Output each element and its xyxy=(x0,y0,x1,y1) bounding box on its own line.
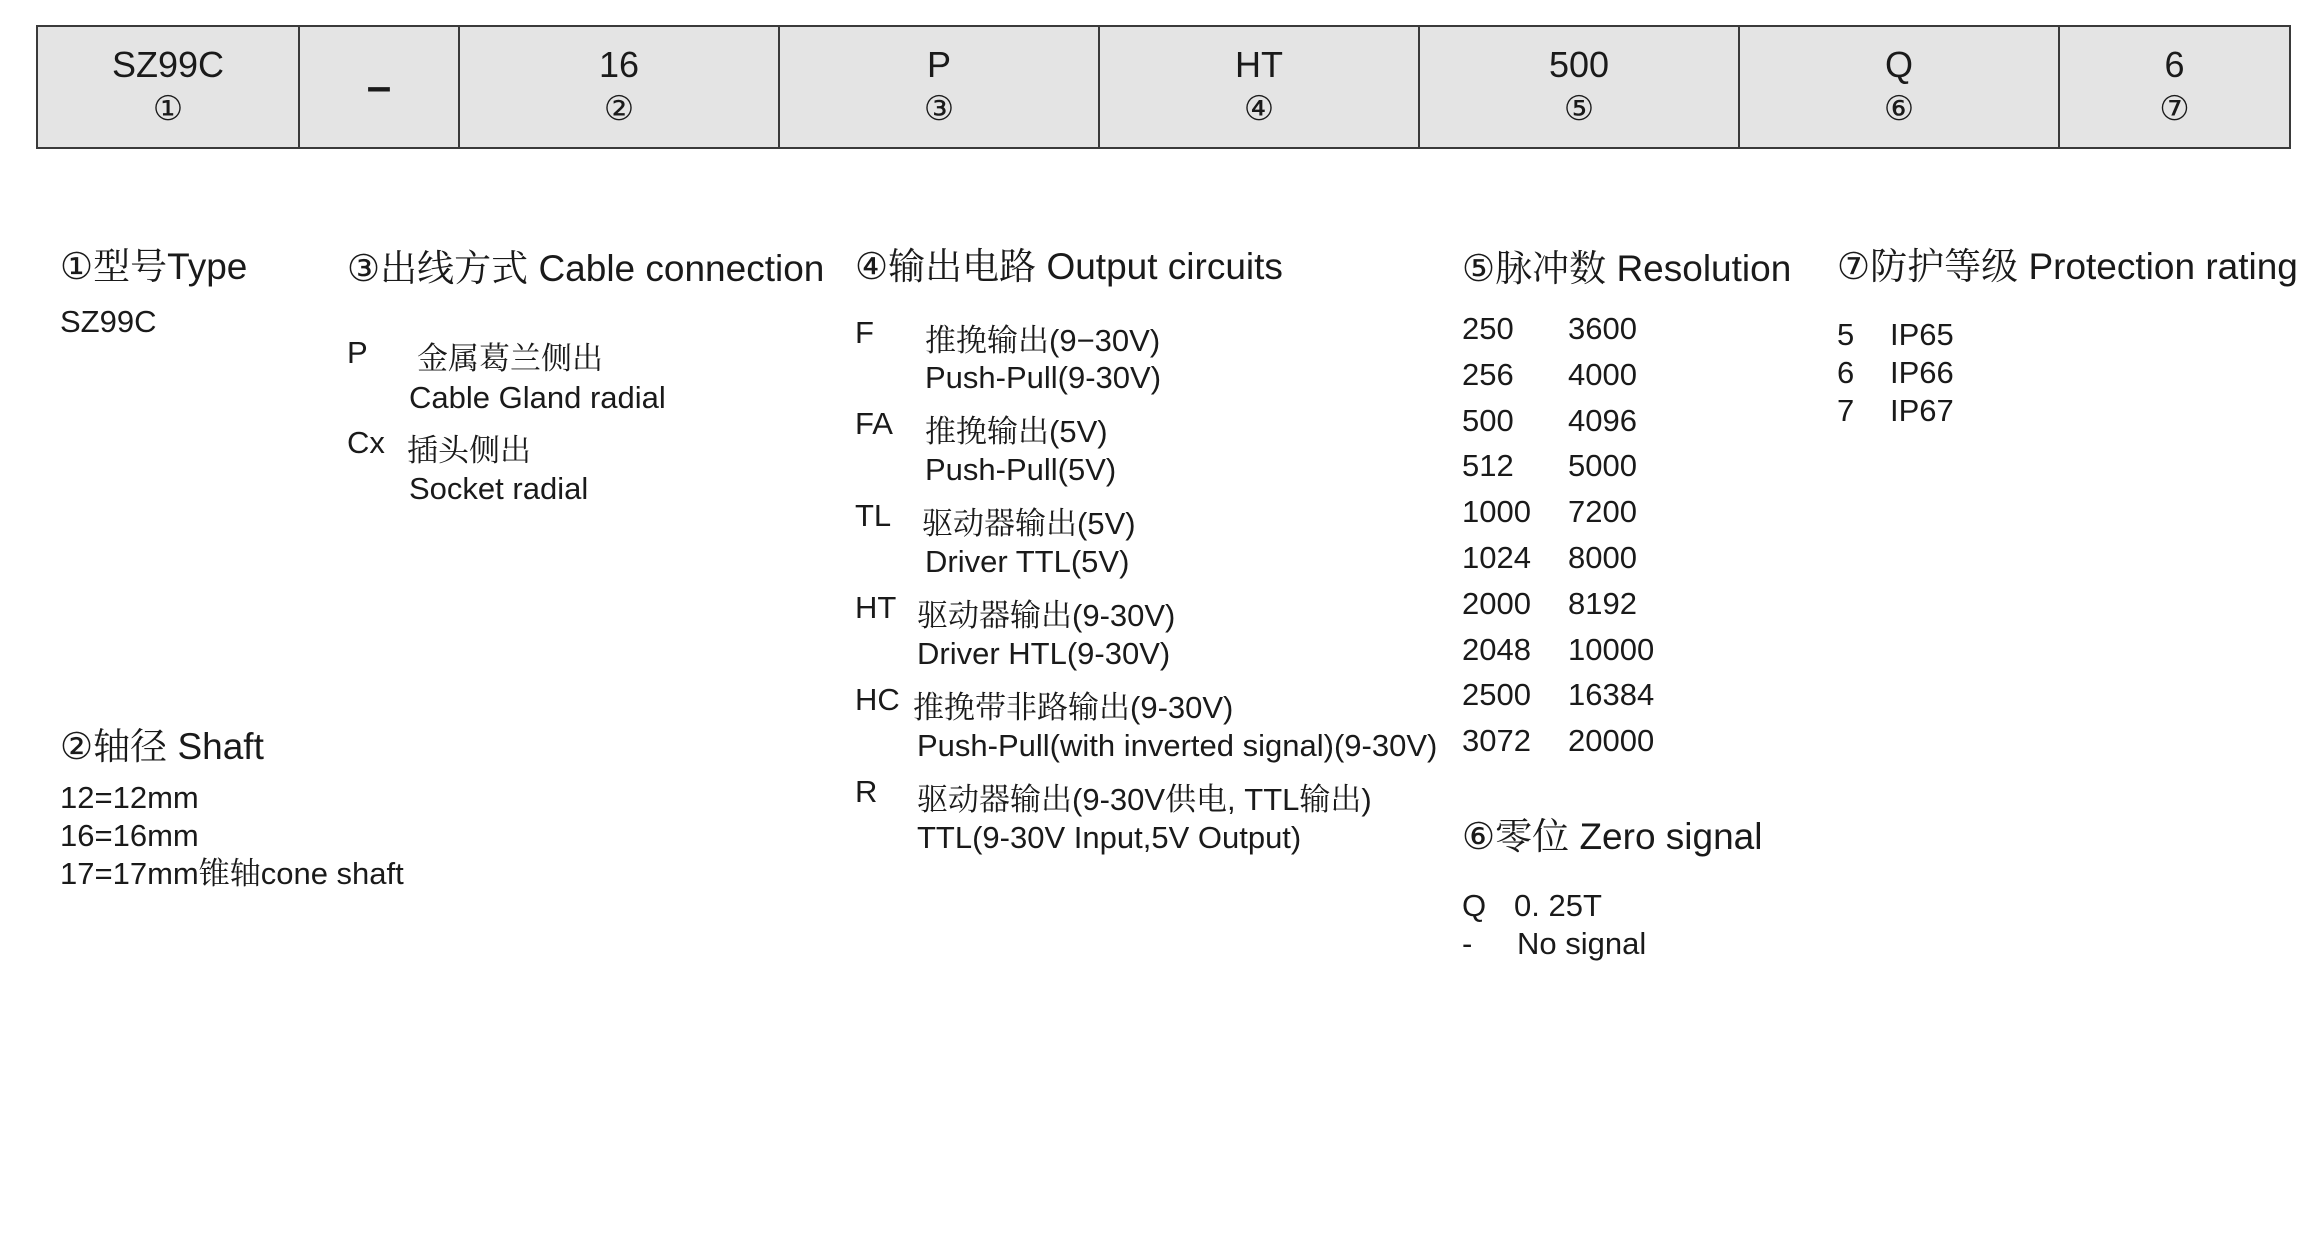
zero-option-desc: No signal xyxy=(1517,926,1647,961)
output-option-code: R xyxy=(855,774,878,809)
zero-option-desc: 0. 25T xyxy=(1514,888,1602,923)
protection-option-code: 5 xyxy=(1837,317,1855,352)
shaft-section xyxy=(60,725,404,893)
code-value: P xyxy=(926,44,951,85)
output-title: ④输出电路 Output circuits xyxy=(855,246,1283,287)
resolution-value-b: 5000 xyxy=(1568,448,1637,484)
protection-option-desc: IP65 xyxy=(1890,317,1954,352)
zero-option-code: - xyxy=(1462,926,1473,961)
output-option-code: TL xyxy=(855,498,892,533)
code-number: ③ xyxy=(923,90,955,128)
protection-option-code: 7 xyxy=(1837,393,1855,428)
output-option-code: F xyxy=(855,315,874,350)
output-option-en: Push-Pull(with inverted signal)(9-30V) xyxy=(917,728,1438,763)
cable-option-cn: 插头侧出 xyxy=(407,433,531,468)
resolution-value-a: 250 xyxy=(1462,311,1514,346)
code-cell-shaft xyxy=(460,27,780,147)
output-option-en: TTL(9-30V Input,5V Output) xyxy=(917,820,1302,855)
resolution-value-b: 4000 xyxy=(1568,356,1637,392)
resolution-value-a: 256 xyxy=(1462,356,1514,392)
resolution-value-b: 16384 xyxy=(1568,677,1655,713)
type-title: ①型号Type xyxy=(60,246,248,287)
code-cell-cable xyxy=(780,27,1100,147)
resolution-value-a: 1000 xyxy=(1462,494,1531,530)
output-option-code: FA xyxy=(855,406,893,441)
code-number: ④ xyxy=(1243,90,1275,128)
code-cell-protection xyxy=(2060,27,2289,147)
code-separator: – xyxy=(366,62,392,111)
output-option-en: Driver HTL(9-30V) xyxy=(917,636,1171,671)
resolution-value-b: 8000 xyxy=(1568,540,1637,575)
code-value: SZ99C xyxy=(111,44,225,85)
cable-option-en: Socket radial xyxy=(409,471,589,506)
resolution-value-b: 8192 xyxy=(1568,585,1637,621)
cable-section xyxy=(347,247,827,517)
resolution-section xyxy=(1462,247,1802,767)
shaft-option: 16=16mm xyxy=(60,818,199,853)
resolution-value-a: 1024 xyxy=(1462,540,1531,575)
code-cell-output xyxy=(1100,27,1420,147)
output-option-cn: 推挽带非路输出(9-30V) xyxy=(913,690,1234,725)
output-option-cn: 驱动器输出(9-30V) xyxy=(917,598,1176,633)
protection-option-desc: IP67 xyxy=(1890,393,1954,428)
code-number: ⑤ xyxy=(1563,90,1595,128)
zero-title: ⑥零位 Zero signal xyxy=(1462,816,1763,857)
output-option-code: HT xyxy=(855,590,897,625)
output-option-en: Push-Pull(9-30V) xyxy=(925,360,1162,395)
resolution-value-a: 500 xyxy=(1462,402,1514,438)
resolution-value-b: 7200 xyxy=(1568,494,1637,530)
code-value: 500 xyxy=(1548,44,1610,85)
code-number: ① xyxy=(152,90,184,128)
code-number: ⑥ xyxy=(1883,90,1915,128)
cable-option-code: P xyxy=(347,335,368,370)
type-section xyxy=(60,245,247,341)
code-value: HT xyxy=(1235,44,1283,85)
output-option-en: Driver TTL(5V) xyxy=(925,544,1130,579)
resolution-value-a: 2000 xyxy=(1462,585,1531,621)
output-option-cn: 推挽输出(9−30V) xyxy=(925,323,1161,358)
protection-section xyxy=(1837,245,2297,445)
protection-option-code: 6 xyxy=(1837,355,1855,390)
protection-title: ⑦防护等级 Protection rating xyxy=(1837,246,2298,287)
zero-section xyxy=(1462,815,1802,975)
resolution-value-a: 3072 xyxy=(1462,723,1531,759)
resolution-value-b: 4096 xyxy=(1568,402,1637,438)
resolution-value-a: 512 xyxy=(1462,448,1514,484)
zero-option-code: Q xyxy=(1462,888,1487,923)
resolution-value-b: 3600 xyxy=(1568,311,1637,346)
model-code-table xyxy=(36,25,2291,149)
resolution-value-a: 2500 xyxy=(1462,677,1531,713)
code-number: ② xyxy=(603,90,635,128)
code-cell-type xyxy=(38,27,300,147)
cable-title: ③出线方式 Cable connection xyxy=(347,248,825,289)
code-value: 6 xyxy=(2164,44,2185,85)
cable-option-en: Cable Gland radial xyxy=(409,380,666,415)
resolution-title: ⑤脉冲数 Resolution xyxy=(1462,248,1792,289)
code-cell-separator xyxy=(300,27,460,147)
resolution-value-a: 2048 xyxy=(1462,631,1531,667)
output-option-en: Push-Pull(5V) xyxy=(925,452,1117,487)
type-value: SZ99C xyxy=(60,304,157,339)
shaft-option: 17=17mm锥轴cone shaft xyxy=(60,856,404,891)
cable-option-cn: 金属葛兰侧出 xyxy=(417,341,603,376)
protection-option-desc: IP66 xyxy=(1890,355,1954,390)
code-cell-zero xyxy=(1740,27,2060,147)
resolution-value-b: 10000 xyxy=(1568,631,1655,667)
code-value: 16 xyxy=(598,44,640,85)
code-value: Q xyxy=(1884,44,1913,85)
resolution-value-b: 20000 xyxy=(1568,723,1655,759)
shaft-title: ②轴径 Shaft xyxy=(60,726,264,767)
code-number: ⑦ xyxy=(2159,90,2190,128)
output-option-cn: 驱动器输出(5V) xyxy=(922,506,1136,541)
code-cell-resolution xyxy=(1420,27,1740,147)
output-option-cn: 驱动器输出(9-30V供电, TTL输出) xyxy=(917,782,1372,817)
output-section xyxy=(855,245,1438,865)
cable-option-code: Cx xyxy=(347,425,385,460)
shaft-option: 12=12mm xyxy=(60,780,199,815)
output-option-cn: 推挽输出(5V) xyxy=(925,414,1108,449)
output-option-code: HC xyxy=(855,682,900,717)
